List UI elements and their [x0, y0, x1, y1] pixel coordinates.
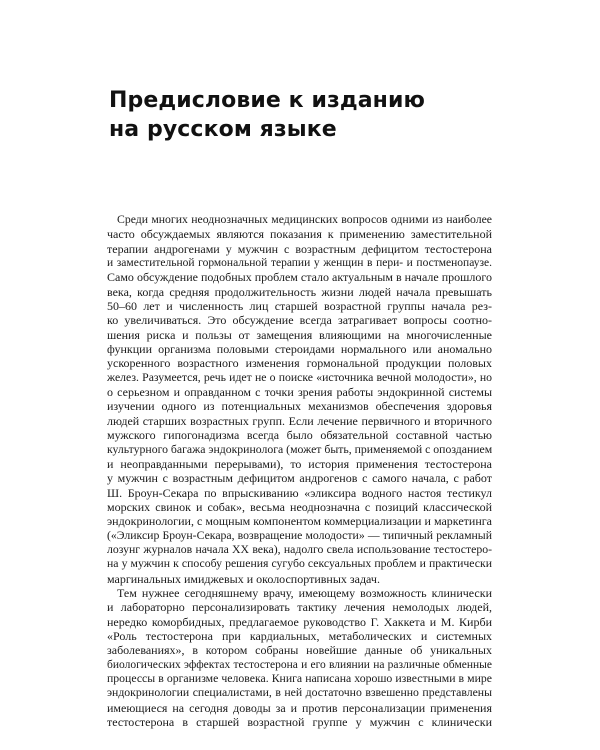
text-line: 50–60 лет и численность лиц старшей возрастной группы начала рез-: [107, 299, 492, 314]
page-title-line: Предисловие к изданию: [109, 88, 425, 113]
body-text: [107, 213, 492, 729]
text-line: людей старших возрастных групп. Если лечение первичного и вторичного: [107, 413, 492, 428]
text-line: и заместительной гормональной терапии у женщин в пери- и постменопаузе.: [107, 257, 492, 270]
text-line: эндокринологии специалистами, в ней достаточно взвешенно представлены: [107, 686, 492, 700]
text-line: Ш. Броун-Секара по впрыскиванию «эликсира водного настоя тестикул: [107, 485, 492, 500]
text-line: у мужчин с возрастным дефицитом андрогенов с самого начала, с работ: [107, 471, 492, 486]
text-line: ко увеличиваться. Это обсуждение всегда затрагивает вопросы соотно-: [107, 313, 492, 328]
text-line: часто обсуждаемых являются показания к применению заместительной: [107, 227, 492, 242]
text-line: процессы в организме человека. Книга написана хорошо известными в мире: [107, 672, 492, 685]
text-line: заболеваниях», в котором собраны новейшие данные об уникальных: [107, 643, 492, 658]
text-line: имеющиеся на сегодня доводы за и против персонализации применения: [107, 700, 492, 715]
text-line: и неоправданными перерывами), то история применения тестостерона: [107, 456, 492, 471]
text-line: морских свинок и собак», весьма неоднозначна с позиций классической: [107, 499, 492, 514]
text-line: желез. Разумеется, речь идет не о поиске «источника вечной молодости», но: [107, 370, 492, 384]
text-line: биологических эффектах тестостерона и его влиянии на различные обменные: [107, 658, 492, 671]
text-line: функции организма половыми стероидами нормального или аномально: [107, 342, 492, 357]
page-title-line: на русском языке: [109, 117, 337, 142]
text-line: Само обсуждение подобных проблем стало актуальным в начале прошлого: [107, 270, 492, 285]
text-line: Тем нужнее сегодняшнему врачу, имеющему возможность клинически: [117, 585, 492, 600]
text-line: тестостерона в старшей возрастной группе у мужчин с клинически: [107, 715, 492, 730]
text-line: шения риска и пользы от замещения влияющими на многочисленные: [107, 327, 492, 342]
text-line: нередко коморбидных, предлагаемое руководство Г. Хаккета и М. Кирби: [107, 614, 492, 629]
paragraph: [107, 586, 492, 729]
text-line: ускоренного возрастного изменения гормональной продукции половых: [107, 356, 492, 371]
text-line: изучении одного из потенциальных механизмов обеспечения здоровья: [107, 399, 492, 414]
text-line: культурного багажа эндокринолога (может быть, применяемой с опозданием: [107, 442, 492, 456]
text-line: века, когда средняя продолжительность жизни людей начала превышать: [107, 284, 492, 299]
text-line: о серьезном и оправданном с точки зрения работы эндокринной системы: [107, 385, 492, 400]
text-line: маргинальных имиджевых и околоспортивных задач.: [107, 571, 380, 586]
text-line: («Эликсир Броун-Секара, возвращение молодости» — типичный рекламный: [107, 528, 492, 542]
text-line: лозунг журналов начала XX века), надолго свела использование тестостеро-: [107, 542, 492, 556]
text-line: и лабораторно персонализировать тактику лечения немолодых людей,: [107, 600, 492, 615]
page-title: [109, 86, 425, 144]
text-line: Среди многих неоднозначных медицинских вопросов одними из наиболее: [117, 213, 492, 226]
text-line: на у мужчин к способу решения сугубо сексуальных проблем и практически: [107, 557, 492, 571]
text-line: эндокринологии, с мощным компонентом коммерциализации и маркетинга: [107, 514, 492, 529]
text-line: «Роль тестостерона при кардиальных, метаболических и системных: [107, 628, 492, 643]
text-line: терапии андрогенами у мужчин с возрастным дефицитом тестостерона: [107, 241, 492, 256]
paragraph: [107, 213, 492, 586]
text-line: мужского гипогонадизма всегда было обязательной составной частью: [107, 428, 492, 443]
